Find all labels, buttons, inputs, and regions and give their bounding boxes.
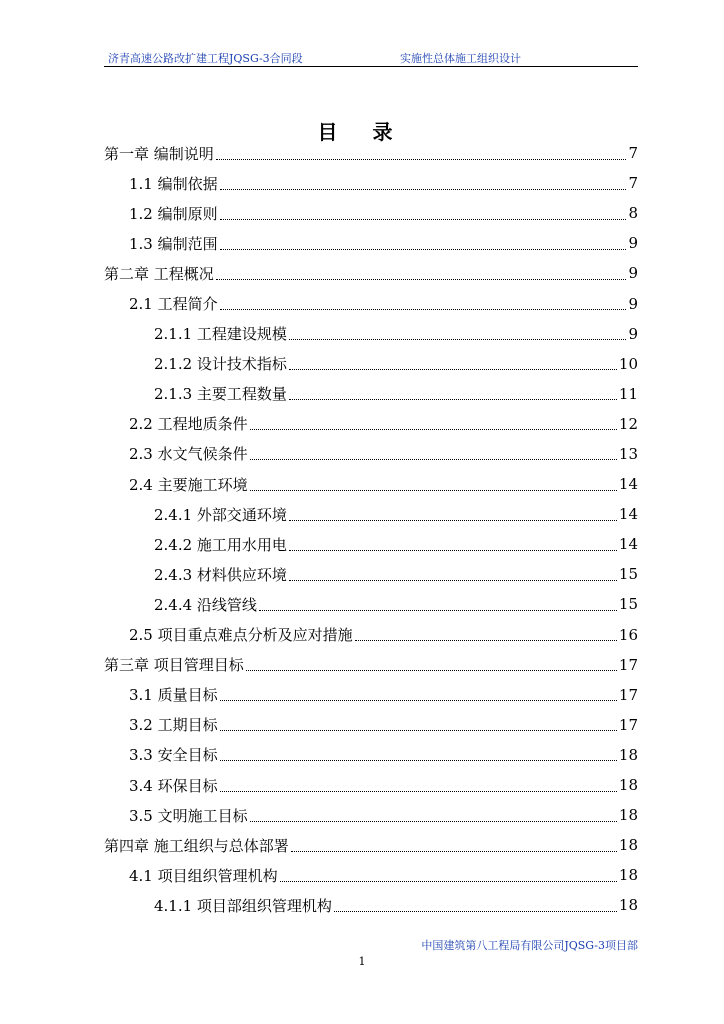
toc-entry[interactable] xyxy=(104,168,638,198)
toc-entry[interactable] xyxy=(104,469,638,499)
toc-entry-label: 2.1.2 设计技术指标 xyxy=(154,355,287,374)
toc-entry-page: 12 xyxy=(618,414,638,433)
toc-entry-page: 14 xyxy=(618,535,638,554)
toc-entry-page: 15 xyxy=(618,565,638,584)
toc-entry-label: 3.1 质量目标 xyxy=(129,686,218,705)
toc-entry-label: 3.4 环保目标 xyxy=(129,776,218,795)
header-project-name: 济青高速公路改扩建工程JQSG-3合同段 xyxy=(108,52,303,65)
toc-entry-page: 10 xyxy=(618,354,638,373)
toc-entry-page: 9 xyxy=(628,294,638,313)
toc-entry-page: 17 xyxy=(618,655,638,674)
toc-entry[interactable] xyxy=(104,620,638,650)
toc-entry[interactable] xyxy=(104,319,638,349)
toc-leader-dots xyxy=(220,309,627,310)
toc-leader-dots xyxy=(250,459,617,460)
footer-company: 中国建筑第八工程局有限公司JQSG-3项目部 xyxy=(421,939,638,952)
page-header xyxy=(104,48,638,67)
toc-entry-label: 2.5 项目重点难点分析及应对措施 xyxy=(129,626,353,645)
toc-leader-dots xyxy=(250,821,617,822)
toc-entry-label: 2.1.3 主要工程数量 xyxy=(154,385,287,404)
toc-entry-page: 17 xyxy=(618,685,638,704)
toc-entry[interactable] xyxy=(104,830,638,860)
toc-entry-page: 15 xyxy=(618,595,638,614)
toc-entry[interactable] xyxy=(104,589,638,619)
toc-entry-label: 2.4.4 沿线管线 xyxy=(154,595,257,614)
toc-entry-page: 11 xyxy=(618,384,638,403)
toc-entry[interactable] xyxy=(104,740,638,770)
toc-leader-dots xyxy=(220,730,617,731)
toc-entry[interactable] xyxy=(104,349,638,379)
toc-entry-label: 第一章 编制说明 xyxy=(104,144,214,163)
toc-leader-dots xyxy=(220,700,617,701)
toc-leader-dots xyxy=(289,399,617,400)
toc-entry-page: 18 xyxy=(618,836,638,855)
toc-entry[interactable] xyxy=(104,288,638,318)
toc-entry-page: 17 xyxy=(618,715,638,734)
toc-leader-dots xyxy=(220,189,627,190)
toc-leader-dots xyxy=(289,339,627,340)
toc-leader-dots xyxy=(246,670,617,671)
toc-entry-page: 18 xyxy=(618,806,638,825)
toc-entry-label: 第三章 项目管理目标 xyxy=(104,656,244,675)
toc-entry-page: 8 xyxy=(628,204,638,223)
toc-leader-dots xyxy=(289,580,617,581)
toc-entry-label: 1.3 编制范围 xyxy=(129,234,218,253)
toc-leader-dots xyxy=(220,249,627,250)
toc-leader-dots xyxy=(259,610,617,611)
toc-entry-label: 3.2 工期目标 xyxy=(129,716,218,735)
toc-entry-page: 14 xyxy=(618,505,638,524)
toc-entry-page: 9 xyxy=(628,264,638,283)
table-of-contents xyxy=(104,138,638,920)
toc-entry[interactable] xyxy=(104,439,638,469)
toc-entry[interactable] xyxy=(104,138,638,168)
toc-leader-dots xyxy=(280,881,617,882)
toc-entry-label: 第四章 施工组织与总体部署 xyxy=(104,836,289,855)
toc-entry[interactable] xyxy=(104,258,638,288)
toc-title: 目 录 xyxy=(317,120,407,144)
toc-leader-dots xyxy=(355,640,617,641)
toc-entry-label: 2.3 水文气候条件 xyxy=(129,445,248,464)
toc-entry-label: 2.4.3 材料供应环境 xyxy=(154,565,287,584)
toc-entry-label: 3.5 文明施工目标 xyxy=(129,806,248,825)
page-number: 1 xyxy=(358,955,366,968)
toc-entry-page: 18 xyxy=(618,866,638,885)
toc-entry-page: 14 xyxy=(618,475,638,494)
toc-entry[interactable] xyxy=(104,800,638,830)
toc-entry-page: 13 xyxy=(618,444,638,463)
toc-entry-label: 4.1.1 项目部组织管理机构 xyxy=(154,896,332,915)
toc-entry[interactable] xyxy=(104,198,638,228)
toc-leader-dots xyxy=(291,851,617,852)
toc-entry-page: 7 xyxy=(628,144,638,163)
toc-entry[interactable] xyxy=(104,559,638,589)
toc-entry-page: 9 xyxy=(628,234,638,253)
toc-entry[interactable] xyxy=(104,860,638,890)
toc-entry-label: 2.1 工程简介 xyxy=(129,295,218,314)
toc-entry[interactable] xyxy=(104,770,638,800)
toc-entry-page: 18 xyxy=(618,745,638,764)
toc-entry-label: 1.2 编制原则 xyxy=(129,204,218,223)
toc-entry-label: 2.1.1 工程建设规模 xyxy=(154,325,287,344)
header-document-type: 实施性总体施工组织设计 xyxy=(400,52,521,65)
toc-entry[interactable] xyxy=(104,379,638,409)
toc-leader-dots xyxy=(334,911,617,912)
toc-entry-label: 2.4 主要施工环境 xyxy=(129,475,248,494)
toc-leader-dots xyxy=(220,760,617,761)
toc-entry[interactable] xyxy=(104,228,638,258)
toc-entry[interactable] xyxy=(104,409,638,439)
toc-entry[interactable] xyxy=(104,710,638,740)
toc-entry-label: 2.4.1 外部交通环境 xyxy=(154,505,287,524)
toc-entry-page: 7 xyxy=(628,174,638,193)
toc-leader-dots xyxy=(289,369,617,370)
toc-leader-dots xyxy=(250,490,617,491)
toc-entry[interactable] xyxy=(104,499,638,529)
toc-entry-label: 4.1 项目组织管理机构 xyxy=(129,866,278,885)
toc-leader-dots xyxy=(220,791,617,792)
toc-entry-page: 9 xyxy=(628,324,638,343)
toc-entry-page: 18 xyxy=(618,896,638,915)
toc-leader-dots xyxy=(216,159,627,160)
toc-leader-dots xyxy=(250,429,617,430)
toc-leader-dots xyxy=(289,550,617,551)
toc-leader-dots xyxy=(216,279,627,280)
toc-entry-label: 2.4.2 施工用水用电 xyxy=(154,535,287,554)
toc-leader-dots xyxy=(220,219,627,220)
toc-leader-dots xyxy=(289,520,617,521)
toc-entry-label: 第二章 工程概况 xyxy=(104,264,214,283)
toc-entry-page: 18 xyxy=(618,776,638,795)
toc-entry-page: 16 xyxy=(618,625,638,644)
toc-entry-label: 3.3 安全目标 xyxy=(129,746,218,765)
toc-entry[interactable] xyxy=(104,680,638,710)
toc-entry-label: 2.2 工程地质条件 xyxy=(129,415,248,434)
toc-entry[interactable] xyxy=(104,650,638,680)
toc-entry[interactable] xyxy=(104,890,638,920)
toc-entry-label: 1.1 编制依据 xyxy=(129,174,218,193)
toc-entry[interactable] xyxy=(104,529,638,559)
